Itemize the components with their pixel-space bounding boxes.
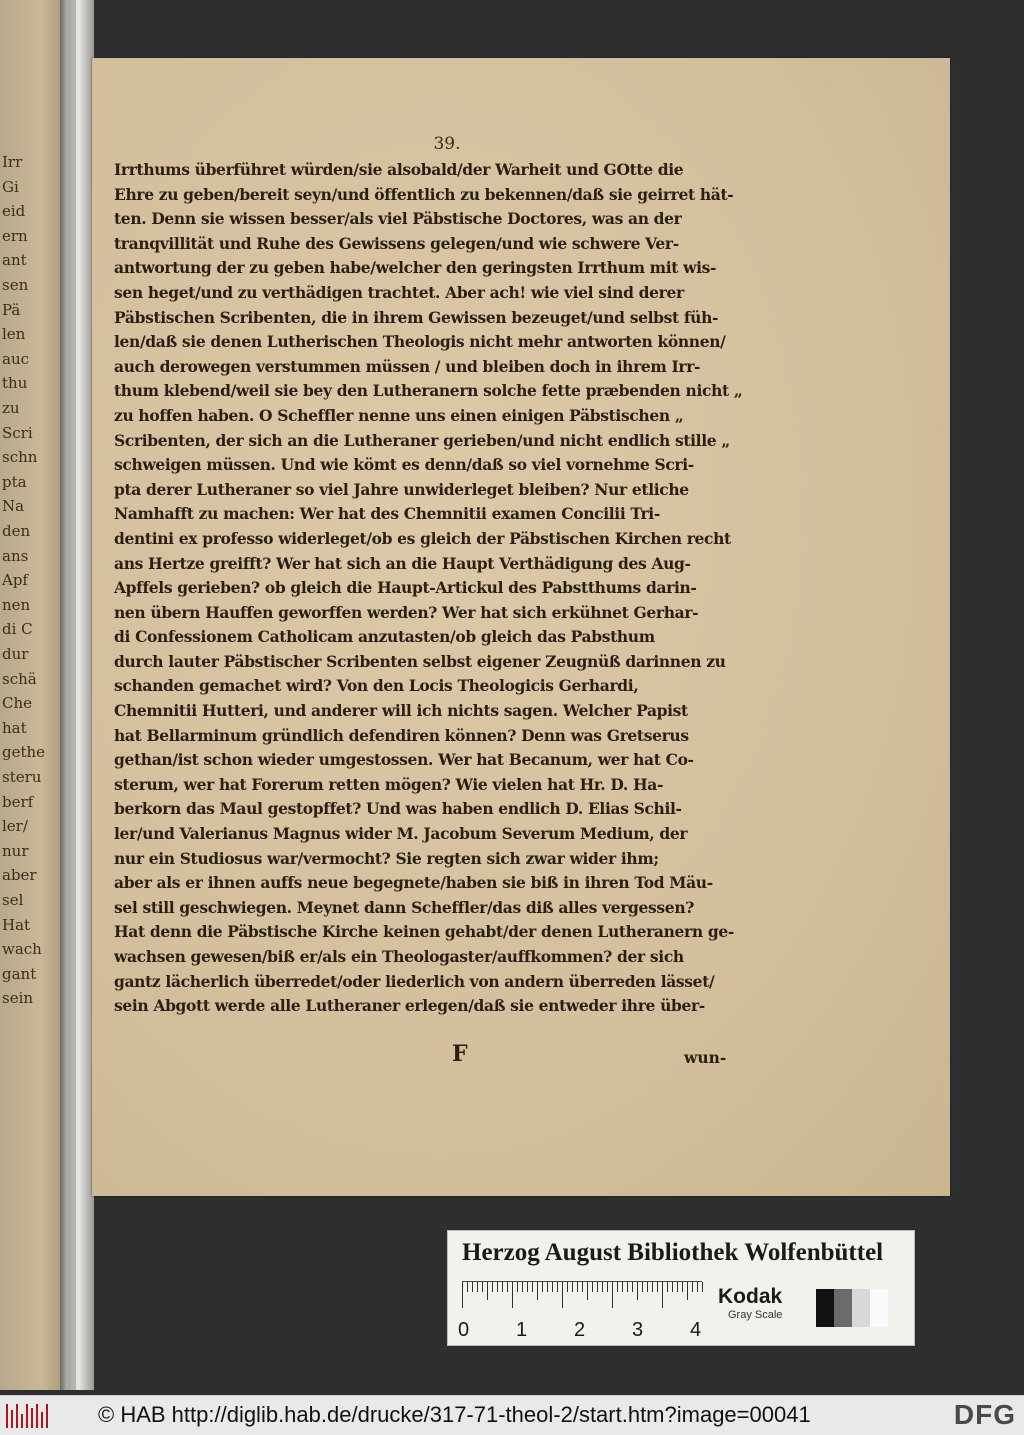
left-page-fragment: schn — [2, 448, 38, 467]
ruler-tick — [482, 1282, 483, 1292]
text-line: len/daß sie denen Lutherischen Theologis nicht mehr antworten können/ — [114, 332, 726, 352]
left-page-fragment: Irr — [2, 153, 23, 171]
ruler-tick — [537, 1282, 538, 1300]
text-line: sel still geschwiegen. Meynet dann Scheffler/das diß alles vergessen? — [114, 897, 694, 917]
left-page-fragment: Hat — [2, 915, 31, 934]
text-line: gantz lächerlich überredet/oder liederlich von andern überreden lässet/ — [114, 971, 715, 991]
text-line: sterum, wer hat Forerum retten mögen? Wie vielen hat Hr. D. Ha- — [114, 774, 664, 794]
text-line: ler/und Valerianus Magnus wider M. Jacobum Severum Medium, der — [114, 824, 688, 844]
text-line: durch lauter Päbstischer Scribenten selbst eigener Zeugnüß darinnen zu — [114, 651, 726, 671]
grayscale-swatches — [816, 1289, 888, 1327]
left-page-fragment: nur — [2, 841, 29, 860]
left-page-fragment: gethe — [2, 743, 46, 762]
left-page-fragment: len — [2, 325, 26, 344]
ruler-tick — [572, 1282, 573, 1292]
text-line: Ehre zu geben/bereit seyn/und öffentlich zu bekennen/daß sie geirret hät- — [114, 184, 734, 204]
ruler-tick — [617, 1282, 618, 1292]
ruler-tick — [472, 1282, 473, 1292]
catchword: wun- — [684, 1048, 727, 1067]
left-page-fragment: ern — [2, 226, 28, 245]
ruler-tick — [467, 1282, 468, 1292]
text-line: zu hoffen haben. O Scheffler nenne uns einen einigen Päbstischen „ — [114, 405, 684, 425]
ruler-tick — [667, 1282, 668, 1292]
ruler-tick — [577, 1282, 578, 1292]
ruler-numbers — [458, 1319, 718, 1341]
ruler-tick — [602, 1282, 603, 1292]
ruler-number: 4 — [690, 1319, 702, 1341]
text-line: sen heget/und zu verthädigen trachtet. Aber ach! wie viel sind derer — [114, 282, 684, 302]
ruler-tick — [702, 1282, 703, 1292]
left-page-fragment: sen — [2, 276, 29, 294]
text-line: thum klebend/weil sie bey den Lutheranern solche fette præbenden nicht „ — [114, 381, 743, 401]
text-line: ten. Denn sie wissen besser/als viel Päbstische Doctores, was an der — [114, 209, 682, 229]
signature-mark: F — [452, 1041, 468, 1067]
text-line: aber als er ihnen auffs neue begegnete/haben sie biß in ihren Tod Mäu- — [114, 873, 713, 893]
ruler-tick — [652, 1282, 653, 1292]
ruler-tick — [622, 1282, 623, 1292]
text-line: gethan/ist schon wieder umgestossen. Wer hat Becanum, wer hat Co- — [114, 750, 694, 770]
left-page-fragment: ans — [2, 546, 29, 565]
swatch-light — [852, 1289, 870, 1327]
ruler-tick — [492, 1282, 493, 1292]
ruler-number: 1 — [516, 1319, 528, 1341]
ruler-tick — [687, 1282, 688, 1300]
left-page-fragment: wach — [2, 940, 42, 959]
left-page-fragment: hat — [2, 718, 27, 737]
left-page-fragment: di C — [2, 620, 33, 639]
ruler-number: 3 — [632, 1319, 644, 1341]
ruler-tick — [547, 1282, 548, 1292]
ruler-tick — [477, 1282, 478, 1292]
book-gutter — [60, 0, 94, 1390]
left-page-fragment: Scri — [2, 423, 33, 442]
text-line: schweigen müssen. Und wie kömt es denn/daß so viel vornehme Scri- — [114, 455, 694, 475]
ruler-tick — [637, 1282, 638, 1300]
text-line: Päbstischen Scribenten, die in ihrem Gewissen bezeuget/und selbst füh- — [114, 307, 719, 327]
text-line: auch derowegen verstummen müssen / und bleiben doch in ihrem Irr- — [114, 356, 701, 376]
left-page-fragment: ler/ — [2, 817, 28, 836]
text-line: nur ein Studiosus war/vermocht? Sie regten sich zwar wider ihm; — [114, 848, 659, 868]
left-page-fragment: sein — [2, 989, 34, 1008]
text-line: dentini ex professo widerleget/ob es gleich der Päbstischen Kirchen recht — [114, 528, 731, 548]
ruler-tick — [487, 1282, 488, 1300]
gutter-shadow — [68, 0, 76, 1390]
ruler-number: 2 — [574, 1319, 586, 1341]
text-line: antwortung der zu geben habe/welcher den geringsten Irrthum mit wis- — [114, 258, 717, 278]
copyright-url[interactable]: © HAB http://diglib.hab.de/drucke/317-71-theol-2/start.htm?image=00041 — [98, 1402, 811, 1427]
ruler-tick — [662, 1282, 663, 1308]
text-line: Hat denn die Päbstische Kirche keinen gehabt/der denen Lutheranern ge- — [114, 922, 734, 942]
left-page-fragment: pta — [2, 472, 27, 491]
text-line: Chemnitii Hutteri, und anderer will ich nichts sagen. Welcher Papist — [114, 701, 688, 721]
ruler-tick — [642, 1282, 643, 1292]
ruler-number: 0 — [458, 1319, 470, 1341]
ruler-tick — [527, 1282, 528, 1292]
left-page-fragment: Pä — [2, 300, 21, 319]
ruler-tick — [512, 1282, 513, 1308]
ruler-tick — [632, 1282, 633, 1292]
ruler-tick — [647, 1282, 648, 1292]
ruler-tick — [567, 1282, 568, 1292]
ruler-tick — [542, 1282, 543, 1292]
ruler-tick — [657, 1282, 658, 1292]
ruler-tick — [557, 1282, 558, 1292]
ruler-tick — [517, 1282, 518, 1292]
kodak-label: Kodak — [718, 1285, 783, 1308]
left-page-fragment: sel — [2, 891, 24, 909]
ruler-tick — [532, 1282, 533, 1292]
left-page-fragment: thu — [2, 374, 28, 393]
left-page-fragment: schä — [2, 669, 37, 688]
ruler-tick — [677, 1282, 678, 1292]
text-line: sein Abgott werde alle Lutheraner erlegen/daß sie entweder ihre über- — [114, 996, 705, 1016]
ruler-tick — [697, 1282, 698, 1292]
text-line: Irrthums überführet würden/sie alsobald/der Warheit und GOtte die — [114, 160, 684, 179]
ruler-tick — [592, 1282, 593, 1292]
text-line: berkorn das Maul gestopffet? Und was haben endlich D. Elias Schil- — [114, 799, 682, 819]
ruler-tick — [607, 1282, 608, 1292]
swatch-gray — [834, 1289, 852, 1327]
ruler-tick — [507, 1282, 508, 1292]
text-line: schanden gemachet wird? Von den Locis Theologicis Gerhardi, — [114, 676, 639, 696]
text-line: wachsen gewesen/biß er/als ein Theologaster/auffkommen? der sich — [114, 947, 684, 966]
left-page-fragment: zu — [2, 399, 20, 417]
ruler-tick — [502, 1282, 503, 1292]
document-page — [92, 58, 950, 1196]
left-page-fragment: Na — [2, 497, 25, 516]
text-line: nen übern Hauffen geworffen werden? Wer hat sich erkühnet Gerhar- — [114, 602, 699, 622]
text-line: Namhafft zu machen: Wer hat des Chemnitii examen Concilii Tri- — [114, 504, 660, 524]
left-page-fragment: berf — [2, 792, 34, 811]
swatch-black — [816, 1289, 834, 1327]
left-page-fragment: auc — [2, 349, 30, 368]
ruler-tick — [562, 1282, 563, 1308]
swatch-white — [870, 1289, 888, 1327]
left-page-fragment: steru — [2, 768, 42, 786]
ruler-tick — [582, 1282, 583, 1292]
ruler-tick — [597, 1282, 598, 1292]
left-page-fragment: gant — [2, 964, 37, 983]
ruler-tick — [587, 1282, 588, 1300]
text-line: pta derer Lutheraner so viel Jahre unwiderleget bleiben? Nur etliche — [114, 479, 689, 499]
footer-bar — [0, 1395, 1024, 1435]
left-page-fragment: eid — [2, 202, 26, 221]
left-page-fragment: Che — [2, 694, 33, 713]
text-line: Scribenten, der sich an die Lutheraner gerieben/und nicht endlich stille „ — [114, 430, 730, 450]
library-color-card — [447, 1230, 915, 1346]
measurement-ruler — [462, 1281, 702, 1311]
left-page-fragment: nen — [2, 595, 31, 614]
ruler-tick — [612, 1282, 613, 1308]
ruler-tick — [497, 1282, 498, 1292]
ruler-tick — [627, 1282, 628, 1292]
left-page-fragment: aber — [2, 866, 37, 885]
ruler-tick — [672, 1282, 673, 1292]
left-page-fragment: Apf — [2, 571, 28, 590]
left-page-fragment: Gi — [2, 177, 19, 196]
left-page-fragment: ant — [2, 251, 27, 270]
text-line: tranqvillität und Ruhe des Gewissens gelegen/und wie schwere Ver- — [114, 233, 679, 253]
text-line: ans Hertze greifft? Wer hat sich an die Haupt Verthädigung des Aug- — [114, 553, 691, 573]
ruler-tick — [462, 1282, 463, 1308]
grayscale-label: Gray Scale — [728, 1309, 783, 1321]
left-page-fragment: den — [2, 522, 31, 540]
ruler-tick — [682, 1282, 683, 1292]
page-number: 39. — [433, 134, 461, 154]
left-page-fragment: dur — [2, 645, 29, 663]
text-line: hat Bellarminum gründlich defendiren können? Denn was Gretserus — [114, 725, 689, 745]
body-text — [114, 158, 764, 1019]
text-line: di Confessionem Catholicam anzutasten/ob gleich das Pabsthum — [114, 627, 655, 647]
text-line: Apffels gerieben? ob gleich die Haupt-Artickul des Pabstthums darin- — [114, 578, 697, 598]
ruler-tick — [522, 1282, 523, 1292]
ruler-tick — [692, 1282, 693, 1292]
ruler-tick — [552, 1282, 553, 1292]
hab-logo-icon — [6, 1404, 48, 1428]
left-facing-page — [0, 0, 68, 1390]
library-name: Herzog August Bibliothek Wolfenbüttel — [462, 1239, 884, 1266]
dfg-logo: DFG — [953, 1399, 1016, 1430]
